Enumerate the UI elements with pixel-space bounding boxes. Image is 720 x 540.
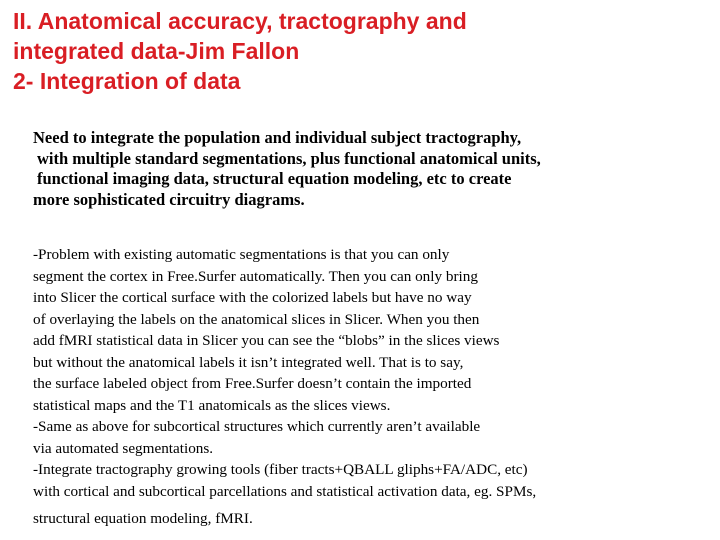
body-line-10: via automated segmentations.: [33, 439, 214, 457]
intro-line-1: Need to integrate the population and individual subject tractography,: [33, 128, 522, 147]
body-line-13: structural equation modeling, fMRI.: [33, 510, 253, 527]
body-line-9: -Same as above for subcortical structures which currently aren’t available: [33, 418, 481, 435]
body-line-11: -Integrate tractography growing tools (fiber tracts+QBALL gliphs+FA/ADC, etc): [33, 461, 528, 478]
body-line-12: with cortical and subcortical parcellations and statistical activation data, eg. SPMs,: [33, 482, 537, 500]
body-line-8: statistical maps and the T1 anatomicals as the slices views.: [33, 396, 391, 414]
title-line-3: 2- Integration of data: [13, 68, 241, 94]
body-line-3: into Slicer the cortical surface with the colorized labels but have no way: [33, 289, 472, 306]
body-line-2: segment the cortex in Free.Surfer automatically. Then you can only bring: [33, 267, 478, 285]
title-line-2: integrated data-Jim Fallon: [13, 38, 300, 64]
body-paragraph: [33, 244, 703, 530]
intro-line-2: with multiple standard segmentations, plus functional anatomical units,: [37, 148, 541, 168]
slide-title: [13, 6, 703, 96]
intro-line-3: functional imaging data, structural equation modeling, etc to create: [37, 169, 512, 188]
body-line-1: -Problem with existing automatic segmentations is that you can only: [33, 246, 450, 263]
intro-paragraph: [33, 128, 703, 210]
body-line-5: add fMRI statistical data in Slicer you can see the “blobs” in the slices views: [33, 332, 500, 349]
title-line-1: II. Anatomical accuracy, tractography and: [13, 8, 467, 34]
body-line-4: of overlaying the labels on the anatomical slices in Slicer. When you then: [33, 310, 480, 328]
body-line-6: but without the anatomical labels it isn’t integrated well. That is to say,: [33, 353, 464, 371]
body-line-7: the surface labeled object from Free.Surfer doesn’t contain the imported: [33, 375, 472, 392]
intro-line-4: more sophisticated circuitry diagrams.: [33, 189, 305, 209]
